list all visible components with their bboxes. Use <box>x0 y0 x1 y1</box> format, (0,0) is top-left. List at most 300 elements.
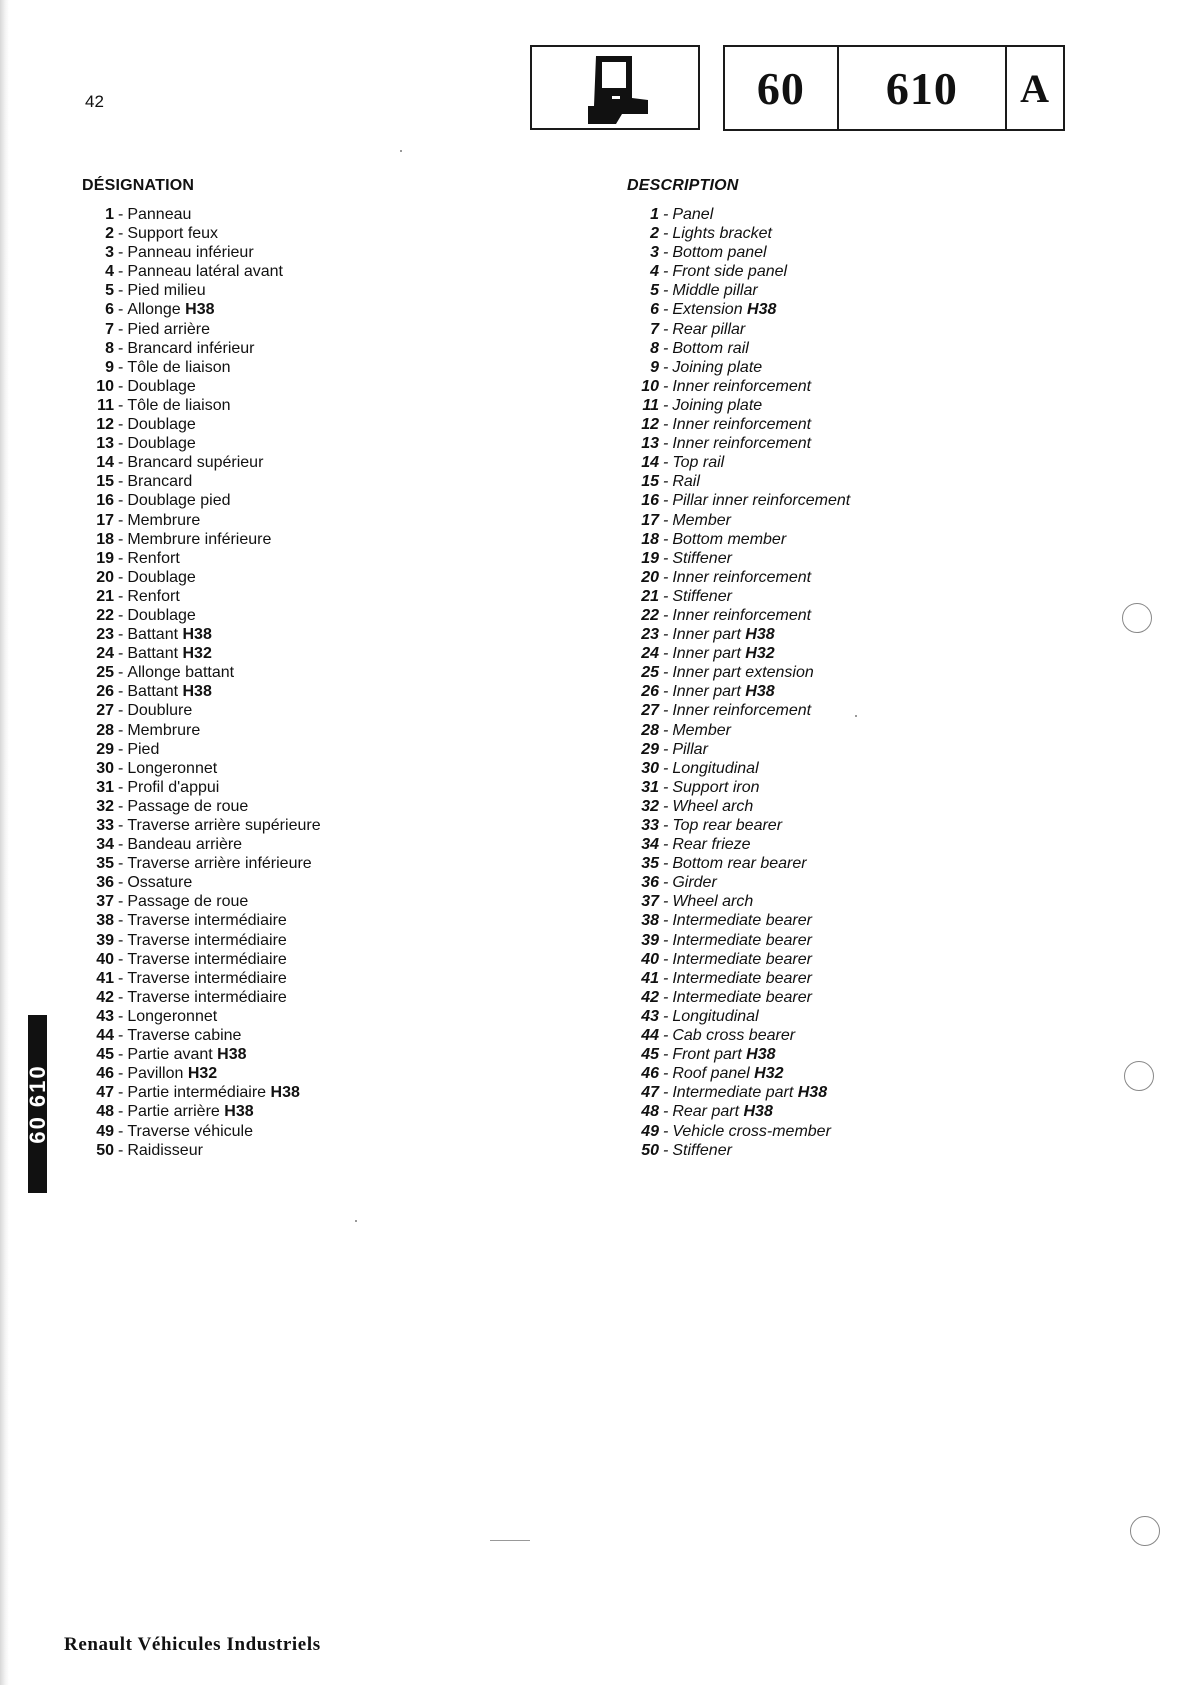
description-item <box>627 224 850 243</box>
item-separator: - <box>118 969 124 987</box>
item-number: 28 <box>96 721 114 739</box>
scan-speck <box>490 1540 530 1541</box>
item-label: Intermediate bearer <box>672 931 812 949</box>
item-variant: H38 <box>182 683 212 701</box>
item-number: 32 <box>641 797 659 815</box>
description-item <box>627 931 850 950</box>
item-separator: - <box>663 435 669 453</box>
item-label: Pillar <box>672 740 708 758</box>
item-separator: - <box>118 893 124 911</box>
description-item <box>627 320 850 339</box>
item-separator: - <box>118 435 124 453</box>
item-label: Doublage <box>127 416 196 434</box>
item-separator: - <box>118 1046 124 1064</box>
item-number: 49 <box>96 1122 114 1140</box>
item-number: 50 <box>96 1141 114 1159</box>
description-item <box>627 453 850 472</box>
item-separator: - <box>663 568 669 586</box>
item-separator: - <box>663 626 669 644</box>
item-label: Passage de roue <box>127 797 249 815</box>
item-number: 27 <box>96 702 114 720</box>
item-number: 30 <box>641 759 659 777</box>
item-number: 15 <box>641 473 659 491</box>
designation-item <box>82 530 321 549</box>
item-number: 5 <box>105 282 114 300</box>
description-item <box>627 358 850 377</box>
description-item <box>627 1141 850 1160</box>
item-label: Intermediate bearer <box>672 912 812 930</box>
item-label: Brancard <box>127 473 193 491</box>
item-variant: H38 <box>224 1103 254 1121</box>
item-label: Tôle de liaison <box>127 358 231 376</box>
scan-speck <box>355 1220 357 1222</box>
code-group: 60 <box>725 47 839 129</box>
scan-speck <box>855 715 857 717</box>
item-number: 40 <box>641 950 659 968</box>
designation-item <box>82 1007 321 1026</box>
item-label: Inner part extension <box>672 664 814 682</box>
item-number: 14 <box>641 454 659 472</box>
item-label: Doublage <box>127 377 196 395</box>
item-label: Ossature <box>127 874 193 892</box>
designation-column <box>82 177 321 1160</box>
designation-item <box>82 300 321 319</box>
description-item <box>627 911 850 930</box>
item-label: Lights bracket <box>672 225 772 243</box>
item-label: Raidisseur <box>127 1141 203 1159</box>
item-label: Panel <box>672 206 714 223</box>
item-label: Partie arrière <box>127 1103 220 1121</box>
item-separator: - <box>663 740 669 758</box>
item-separator: - <box>118 817 124 834</box>
designation-item <box>82 511 321 530</box>
item-variant: H38 <box>270 1084 300 1102</box>
item-separator: - <box>118 797 124 815</box>
designation-item <box>82 415 321 434</box>
description-item <box>627 873 850 892</box>
item-separator: - <box>663 492 669 510</box>
item-separator: - <box>118 759 124 777</box>
item-label: Bottom rail <box>672 339 749 357</box>
item-number: 12 <box>641 416 659 434</box>
item-separator: - <box>663 301 669 319</box>
description-heading: DESCRIPTION <box>627 177 739 194</box>
item-label: Doublure <box>127 702 193 720</box>
description-item <box>627 892 850 911</box>
item-number: 29 <box>641 740 659 758</box>
item-label: Rear pillar <box>672 320 746 338</box>
item-number: 22 <box>96 606 114 624</box>
item-separator: - <box>663 511 669 529</box>
item-number: 4 <box>105 263 114 281</box>
item-number: 6 <box>650 301 659 319</box>
item-number: 38 <box>641 912 659 930</box>
item-separator: - <box>663 244 669 262</box>
item-separator: - <box>663 377 669 395</box>
item-label: Panneau latéral avant <box>127 263 283 281</box>
item-number: 21 <box>96 587 114 605</box>
designation-item <box>82 854 321 873</box>
item-separator: - <box>118 740 124 758</box>
designation-item <box>82 663 321 682</box>
item-separator: - <box>663 320 669 338</box>
item-separator: - <box>118 855 124 873</box>
designation-item <box>82 740 321 759</box>
item-number: 20 <box>641 568 659 586</box>
item-label: Longeronnet <box>127 759 218 777</box>
designation-item <box>82 1122 321 1141</box>
item-label: Top rail <box>672 454 725 472</box>
item-label: Battant <box>127 626 179 644</box>
item-separator: - <box>663 645 669 663</box>
designation-item <box>82 892 321 911</box>
designation-item <box>82 1141 321 1160</box>
item-label: Pied milieu <box>127 282 206 300</box>
item-separator: - <box>118 1122 124 1140</box>
item-number: 35 <box>641 855 659 873</box>
designation-item <box>82 931 321 950</box>
scan-edge <box>0 0 9 1685</box>
item-number: 16 <box>641 492 659 510</box>
item-number: 15 <box>96 473 114 491</box>
description-item <box>627 606 850 625</box>
item-separator: - <box>118 1007 124 1025</box>
item-label: Intermediate bearer <box>672 969 812 987</box>
item-label: Traverse intermédiaire <box>127 912 287 930</box>
designation-item <box>82 1083 321 1102</box>
item-label: Passage de roue <box>127 893 249 911</box>
item-number: 39 <box>641 931 659 949</box>
item-number: 11 <box>642 396 659 414</box>
item-label: Wheel arch <box>672 797 754 815</box>
item-number: 48 <box>96 1103 114 1121</box>
description-item <box>627 969 850 988</box>
designation-heading: DÉSIGNATION <box>82 177 195 194</box>
designation-item <box>82 950 321 969</box>
item-separator: - <box>663 358 669 376</box>
item-variant: H38 <box>745 626 775 644</box>
item-label: Member <box>672 511 732 529</box>
item-label: Longitudinal <box>672 1007 759 1025</box>
item-separator: - <box>118 301 124 319</box>
item-separator: - <box>663 874 669 892</box>
item-number: 2 <box>105 225 114 243</box>
designation-item <box>82 491 321 510</box>
item-number: 13 <box>641 435 659 453</box>
item-number: 32 <box>96 797 114 815</box>
item-separator: - <box>663 1084 669 1102</box>
item-label: Stiffener <box>672 587 732 605</box>
designation-item <box>82 759 321 778</box>
item-number: 37 <box>96 893 114 911</box>
designation-item <box>82 339 321 358</box>
item-number: 34 <box>641 836 659 854</box>
item-separator: - <box>663 836 669 854</box>
item-variant: H38 <box>185 301 215 319</box>
item-number: 1 <box>650 206 659 223</box>
designation-item <box>82 988 321 1007</box>
item-number: 33 <box>96 817 114 834</box>
item-variant: H32 <box>754 1065 784 1083</box>
description-item <box>627 262 850 281</box>
description-item <box>627 396 850 415</box>
description-item <box>627 339 850 358</box>
item-separator: - <box>663 797 669 815</box>
item-label: Brancard inférieur <box>127 339 255 357</box>
item-separator: - <box>118 645 124 663</box>
item-label: Rail <box>672 473 700 491</box>
item-separator: - <box>663 817 669 834</box>
item-label: Inner reinforcement <box>672 606 812 624</box>
description-item <box>627 415 850 434</box>
item-separator: - <box>118 568 124 586</box>
description-item <box>627 663 850 682</box>
code-section: 610 <box>839 47 1008 129</box>
item-number: 31 <box>641 778 659 796</box>
item-number: 43 <box>96 1007 114 1025</box>
section-side-tab <box>24 1015 50 1193</box>
item-number: 1 <box>105 206 114 223</box>
description-item <box>627 377 850 396</box>
item-number: 17 <box>96 511 114 529</box>
item-number: 28 <box>641 721 659 739</box>
item-label: Middle pillar <box>672 282 758 300</box>
designation-item <box>82 281 321 300</box>
designation-item <box>82 205 321 224</box>
designation-item <box>82 816 321 835</box>
item-separator: - <box>118 836 124 854</box>
designation-item <box>82 1045 321 1064</box>
item-label: Renfort <box>127 587 180 605</box>
item-separator: - <box>118 587 124 605</box>
item-number: 20 <box>96 568 114 586</box>
item-label: Doublage <box>127 568 196 586</box>
item-label: Roof panel <box>672 1065 750 1083</box>
description-item <box>627 759 850 778</box>
code-variant: A <box>1020 65 1051 111</box>
item-label: Inner part <box>672 626 741 644</box>
item-separator: - <box>663 988 669 1006</box>
item-label: Longeronnet <box>127 1007 218 1025</box>
item-separator: - <box>663 282 669 300</box>
item-label: Inner reinforcement <box>672 702 812 720</box>
description-item <box>627 835 850 854</box>
item-number: 37 <box>641 893 659 911</box>
item-separator: - <box>663 1065 669 1083</box>
item-number: 22 <box>641 606 659 624</box>
item-variant: H32 <box>745 645 775 663</box>
item-number: 12 <box>96 416 114 434</box>
item-number: 39 <box>96 931 114 949</box>
item-label: Doublage <box>127 435 196 453</box>
designation-item <box>82 587 321 606</box>
item-number: 5 <box>650 282 659 300</box>
item-number: 23 <box>96 626 114 644</box>
designation-item <box>82 320 321 339</box>
binder-hole <box>1122 603 1152 633</box>
item-label: Rear frieze <box>672 836 751 854</box>
designation-item <box>82 243 321 262</box>
designation-item <box>82 778 321 797</box>
item-number: 26 <box>96 683 114 701</box>
item-separator: - <box>663 339 669 357</box>
item-separator: - <box>663 664 669 682</box>
item-separator: - <box>663 893 669 911</box>
item-separator: - <box>118 874 124 892</box>
item-label: Girder <box>672 874 717 892</box>
item-separator: - <box>118 664 124 682</box>
designation-item <box>82 835 321 854</box>
item-label: Pavillon <box>127 1065 184 1083</box>
item-label: Traverse arrière inférieure <box>127 855 312 873</box>
item-separator: - <box>118 416 124 434</box>
item-separator: - <box>118 339 124 357</box>
binder-hole <box>1130 1516 1160 1546</box>
binder-hole <box>1124 1061 1154 1091</box>
designation-item <box>82 453 321 472</box>
item-label: Pied <box>127 740 160 758</box>
description-item <box>627 988 850 1007</box>
truck-door-icon <box>582 52 652 127</box>
item-separator: - <box>663 1027 669 1045</box>
item-number: 8 <box>105 339 114 357</box>
item-number: 19 <box>96 549 114 567</box>
item-number: 47 <box>96 1084 114 1102</box>
description-item <box>627 1083 850 1102</box>
item-separator: - <box>663 912 669 930</box>
item-separator: - <box>663 1046 669 1064</box>
item-label: Traverse intermédiaire <box>127 950 287 968</box>
item-label: Traverse véhicule <box>127 1122 254 1140</box>
item-variant: H38 <box>746 1046 776 1064</box>
item-label: Tôle de liaison <box>127 396 231 414</box>
item-number: 30 <box>96 759 114 777</box>
designation-list <box>82 205 321 1160</box>
item-separator: - <box>118 683 124 701</box>
item-number: 19 <box>641 549 659 567</box>
item-label: Intermediate bearer <box>672 988 812 1006</box>
item-separator: - <box>118 320 124 338</box>
item-label: Pied arrière <box>127 320 211 338</box>
item-separator: - <box>663 683 669 701</box>
side-tab-label: 60 610 <box>24 1064 50 1144</box>
item-label: Inner reinforcement <box>672 377 812 395</box>
item-label: Doublage <box>127 606 196 624</box>
item-label: Top rear bearer <box>672 817 783 834</box>
description-item <box>627 625 850 644</box>
item-label: Traverse intermédiaire <box>127 988 287 1006</box>
scan-speck <box>400 150 402 152</box>
item-label: Bottom rear bearer <box>672 855 807 873</box>
item-separator: - <box>118 511 124 529</box>
item-separator: - <box>663 778 669 796</box>
item-separator: - <box>663 759 669 777</box>
item-separator: - <box>663 855 669 873</box>
designation-item <box>82 377 321 396</box>
item-label: Traverse intermédiaire <box>127 969 287 987</box>
item-number: 10 <box>96 377 114 395</box>
designation-item <box>82 606 321 625</box>
item-label: Inner part <box>672 683 741 701</box>
description-item <box>627 1026 850 1045</box>
item-variant: H38 <box>217 1046 247 1064</box>
item-separator: - <box>118 263 124 281</box>
item-label: Bandeau arrière <box>127 836 243 854</box>
item-number: 4 <box>650 263 659 281</box>
item-number: 29 <box>96 740 114 758</box>
item-separator: - <box>663 1122 669 1140</box>
item-number: 42 <box>641 988 659 1006</box>
item-label: Extension <box>672 301 743 319</box>
item-label: Renfort <box>127 549 180 567</box>
item-number: 44 <box>96 1027 114 1045</box>
item-number: 49 <box>641 1122 659 1140</box>
item-label: Traverse arrière supérieure <box>127 817 321 834</box>
description-item <box>627 530 850 549</box>
designation-item <box>82 797 321 816</box>
item-label: Partie intermédiaire <box>127 1084 267 1102</box>
description-item <box>627 721 850 740</box>
item-label: Brancard supérieur <box>127 454 264 472</box>
item-label: Profil d'appui <box>127 778 220 796</box>
designation-item <box>82 472 321 491</box>
item-label: Bottom panel <box>672 244 767 262</box>
description-item <box>627 1007 850 1026</box>
item-number: 9 <box>650 358 659 376</box>
item-number: 2 <box>650 225 659 243</box>
description-item <box>627 1122 850 1141</box>
item-number: 45 <box>96 1046 114 1064</box>
item-label: Membrure <box>127 511 201 529</box>
cab-door-icon-box <box>530 45 700 130</box>
description-item <box>627 491 850 510</box>
item-number: 7 <box>650 320 659 338</box>
designation-item <box>82 568 321 587</box>
item-separator: - <box>118 454 124 472</box>
item-label: Inner reinforcement <box>672 435 812 453</box>
item-separator: - <box>118 282 124 300</box>
item-number: 8 <box>650 339 659 357</box>
item-label: Front side panel <box>672 263 788 281</box>
item-number: 24 <box>641 645 659 663</box>
description-item <box>627 587 850 606</box>
item-label: Stiffener <box>672 1141 732 1159</box>
item-variant: H38 <box>797 1084 828 1102</box>
item-separator: - <box>663 1103 669 1121</box>
item-label: Inner reinforcement <box>672 416 812 434</box>
item-separator: - <box>663 396 669 414</box>
item-label: Support feux <box>127 225 219 243</box>
item-separator: - <box>663 454 669 472</box>
item-separator: - <box>118 931 124 949</box>
description-item <box>627 701 850 720</box>
designation-item <box>82 1102 321 1121</box>
item-label: Traverse intermédiaire <box>127 931 287 949</box>
item-number: 25 <box>641 664 659 682</box>
item-label: Wheel arch <box>672 893 754 911</box>
item-label: Joining plate <box>672 396 763 414</box>
designation-item <box>82 911 321 930</box>
description-item <box>627 281 850 300</box>
item-number: 6 <box>105 301 114 319</box>
item-variant: H38 <box>182 626 212 644</box>
item-number: 3 <box>650 244 659 262</box>
description-item <box>627 568 850 587</box>
item-separator: - <box>118 396 124 414</box>
item-label: Vehicle cross-member <box>672 1122 831 1140</box>
designation-item <box>82 873 321 892</box>
item-number: 46 <box>641 1065 659 1083</box>
